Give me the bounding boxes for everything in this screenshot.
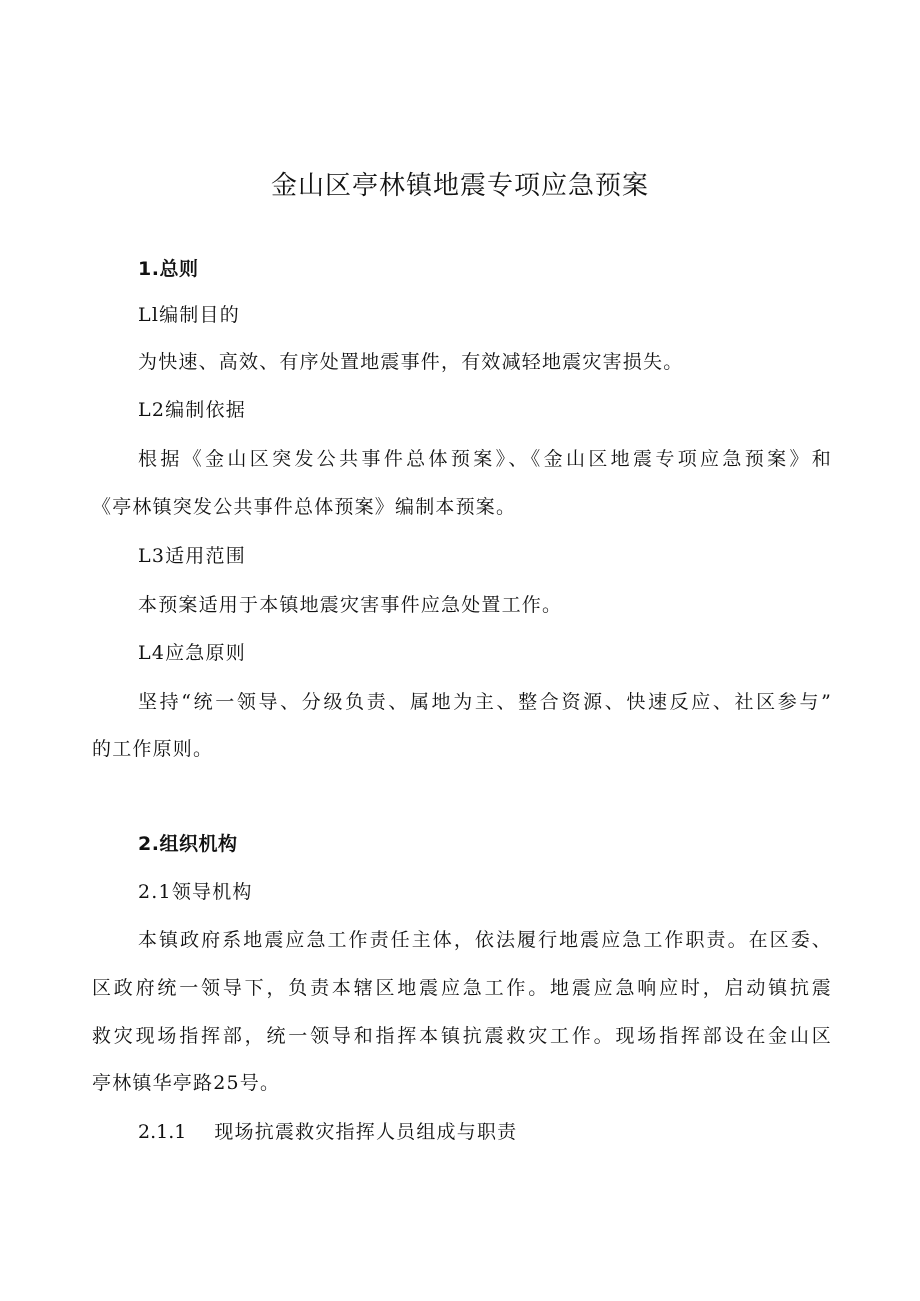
section-1-1-text: 为快速、高效、有序处置地震事件，有效减轻地震灾害损失。 [138,351,684,373]
section-1-4-heading: L4应急原则 [138,642,246,664]
section-1-1-heading: Ll编制目的 [138,304,240,326]
section-2-1-1-heading: 现场抗震救灾指挥人员组成与职责 [214,1121,518,1143]
section-2-1-text-line-1: 本镇政府系地震应急工作责任主体，依法履行地震应急工作职责。在区委、 [138,929,832,951]
section-1-3-heading: L3适用范围 [138,545,246,567]
section-1-2-heading: L2编制依据 [138,399,246,421]
section-1-4-text-line-1: 坚持“统一领导、分级负责、属地为主、整合资源、快速反应、社区参与” [138,691,832,713]
section-2-1-text-line-3: 救灾现场指挥部，统一领导和指挥本镇抗震救灾工作。现场指挥部设在金山区 [92,1025,832,1047]
section-2-1-text-line-4: 亭林镇华亭路25号。 [92,1072,281,1094]
section-1-3-text: 本预案适用于本镇地震灾害事件应急处置工作。 [138,594,563,616]
section-1-2-text-line-2: 《亭林镇突发公共事件总体预案》编制本预案。 [92,496,517,518]
section-2-heading: 2.组织机构 [138,833,238,855]
section-2-1-heading: 2.1领导机构 [138,881,253,903]
section-2-1-text-line-2: 区政府统一领导下，负责本辖区地震应急工作。地震应急响应时，启动镇抗震 [92,977,832,999]
section-1-2-text-line-1: 根据《金山区突发公共事件总体预案》、《金山区地震专项应急预案》和 [138,448,832,470]
section-2-1-1-number: 2.1.1 [138,1121,187,1143]
document-title: 金山区亭林镇地震专项应急预案 [270,171,649,201]
section-1-4-text-line-2: 的工作原则。 [92,738,214,760]
section-1-heading: 1.总则 [138,258,199,280]
section-2-1-1-heading-row [138,1117,517,1147]
